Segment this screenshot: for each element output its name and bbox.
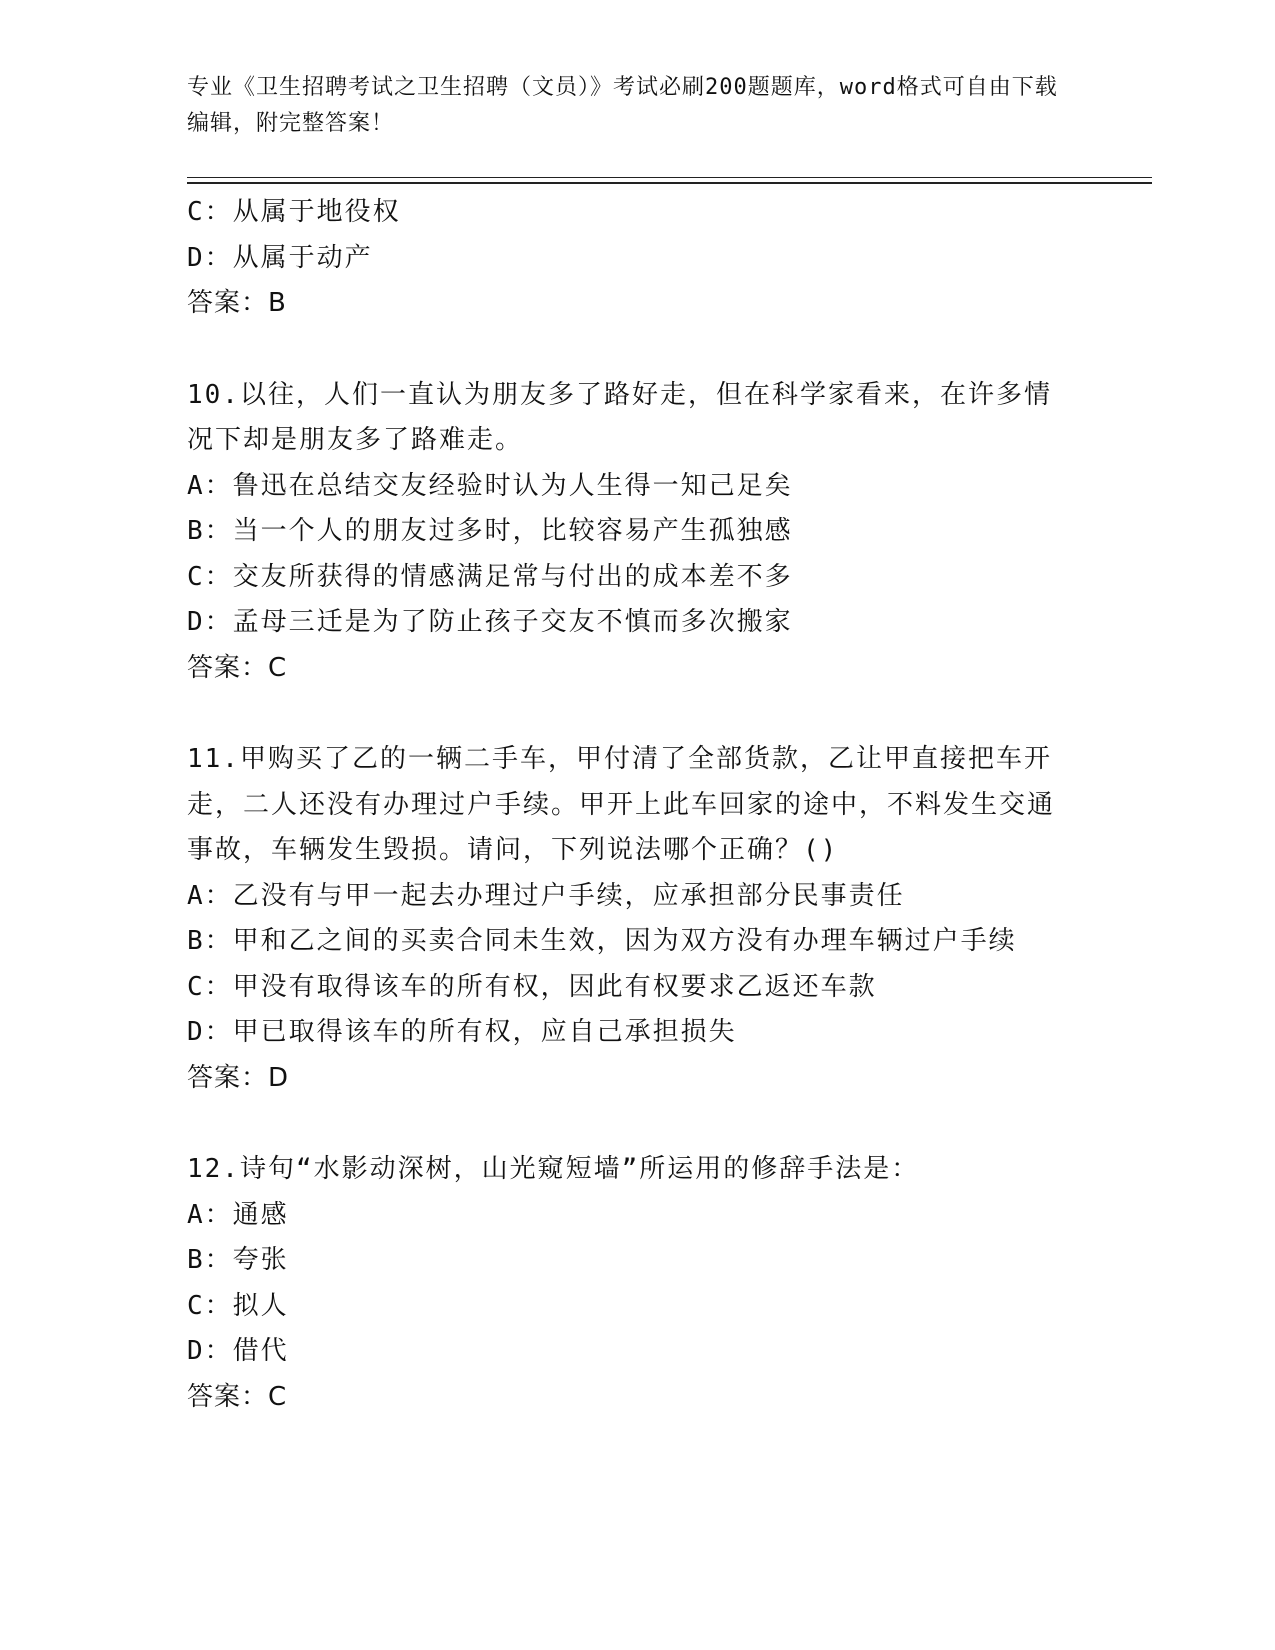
answer-line: 答案：C — [187, 652, 288, 683]
question-stem: 11.甲购买了乙的一辆二手车，甲付清了全部货款，乙让甲直接把车开走，二人还没有办理过户手续。甲开上此车回家的途中，不料发生交通事故，车辆发生毁损。请问，下列说法哪个正确？() — [187, 744, 1056, 865]
option-d: D：甲已取得该车的所有权，应自己承担损失 — [187, 1017, 737, 1047]
answer-line: 答案：B — [187, 288, 287, 318]
option-a: A：乙没有与甲一起去办理过户手续，应承担部分民事责任 — [187, 880, 905, 911]
answer-line: 答案：D — [187, 1062, 290, 1093]
question-content — [187, 190, 1087, 1420]
option-c: C：拟人 — [187, 1290, 289, 1321]
option-d: D：孟母三迁是为了防止孩子交友不慎而多次搬家 — [187, 607, 793, 637]
option-d: D：从属于动产 — [187, 242, 373, 273]
header-rule-thick — [187, 182, 1152, 184]
option-b: B：甲和乙之间的买卖合同未生效，因为双方没有办理车辆过户手续 — [187, 926, 1017, 956]
previous-question-tail — [187, 190, 1087, 327]
option-b: B：当一个人的朋友过多时，比较容易产生孤独感 — [187, 516, 793, 546]
question-stem: 12.诗句“水影动深树，山光窥短墙”所运用的修辞手法是： — [187, 1154, 920, 1184]
option-c: C：交友所获得的情感满足常与付出的成本差不多 — [187, 561, 793, 592]
option-b: B：夸张 — [187, 1245, 289, 1275]
header-rule-thin — [187, 177, 1152, 178]
option-a: A：通感 — [187, 1199, 289, 1230]
question-stem: 10.以往，人们一直认为朋友多了路好走，但在科学家看来，在许多情况下却是朋友多了路难走。 — [187, 379, 1052, 455]
answer-line: 答案：C — [187, 1381, 288, 1412]
question-10 — [187, 373, 1087, 692]
option-c: C：从属于地役权 — [187, 197, 401, 227]
question-12 — [187, 1147, 1087, 1420]
page-header: 专业《卫生招聘考试之卫生招聘（文员）》考试必刷200题题库，word格式可自由下载编辑，附完整答案！ — [187, 75, 1058, 136]
option-d: D：借代 — [187, 1336, 289, 1366]
option-a: A：鲁迅在总结交友经验时认为人生得一知己足矣 — [187, 470, 793, 501]
option-c: C：甲没有取得该车的所有权，因此有权要求乙返还车款 — [187, 971, 877, 1002]
question-11 — [187, 737, 1087, 1101]
